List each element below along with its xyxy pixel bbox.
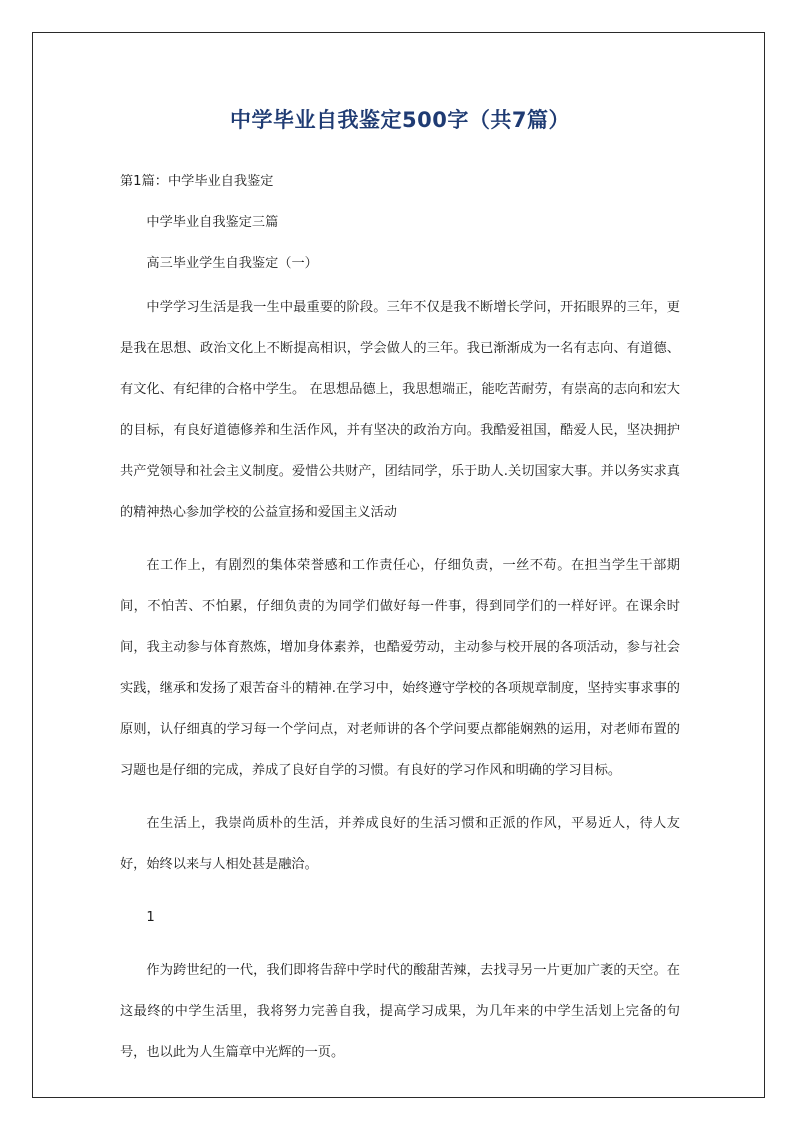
document-title: 中学毕业自我鉴定500字（共7篇） bbox=[230, 108, 570, 132]
section-heading: 第1篇：中学毕业自我鉴定 bbox=[120, 174, 274, 189]
paragraph-work: 在工作上，有剧烈的集体荣誉感和工作责任心，仔细负责，一丝不苟。在担当学生干部期间，不怕苦、不怕累，仔细负责的为同学们做好每一件事，得到同学们的一样好评。在课余时间，我主动参与体育熬炼，增加身体素养，也酷爱劳动，主动参与校开展的各项活动，参与社会实践，继承和发扬了艰苦奋斗的精神.在学习中，始终遵守学校的各项规章制度，坚持实事求事的原则，认仔细真的学习每一个学问点，对老师讲的各个学问要点都能娴熟的运用，对老师布置的习题也是仔细的完成，养成了良好自学的习惯。有良好的学习作风和明确的学习目标。 bbox=[120, 558, 680, 778]
subheading-senior-self-evaluation: 高三毕业学生自我鉴定（一） bbox=[146, 256, 318, 271]
page-number: 1 bbox=[146, 910, 155, 925]
paragraph-study-life: 中学学习生活是我一生中最重要的阶段。三年不仅是我不断增长学问，开拓眼界的三年，更是我在思想、政治文化上不断提高相识，学会做人的三年。我已渐渐成为一名有志向、有道德、有文化、有纪律的合格中学生。 在思想品德上，我思想端正，能吃苦耐劳，有崇高的志向和宏大的目标，有良好道德修养和生活作风，并有坚决的政治方向。我酷爱祖国，酷爱人民，坚决拥护共产党领导和社会主义制度。爱惜公共财产，团结同学，乐于助人.关切国家大事。并以务实求真的精神热心参加学校的公益宣扬和爱国主义活动 bbox=[120, 300, 680, 520]
paragraph-future: 作为跨世纪的一代，我们即将告辞中学时代的酸甜苦辣，去找寻另一片更加广袤的天空。在这最终的中学生活里，我将努力完善自我，提高学习成果，为几年来的中学生活划上完备的句号，也以此为人生篇章中光辉的一页。 bbox=[120, 963, 680, 1060]
subheading-three-articles: 中学毕业自我鉴定三篇 bbox=[146, 215, 279, 230]
document-body bbox=[120, 170, 680, 1073]
paragraph-life: 在生活上，我崇尚质朴的生活，并养成良好的生活习惯和正派的作风，平易近人，待人友好，始终以来与人相处甚是融洽。 bbox=[120, 816, 680, 872]
